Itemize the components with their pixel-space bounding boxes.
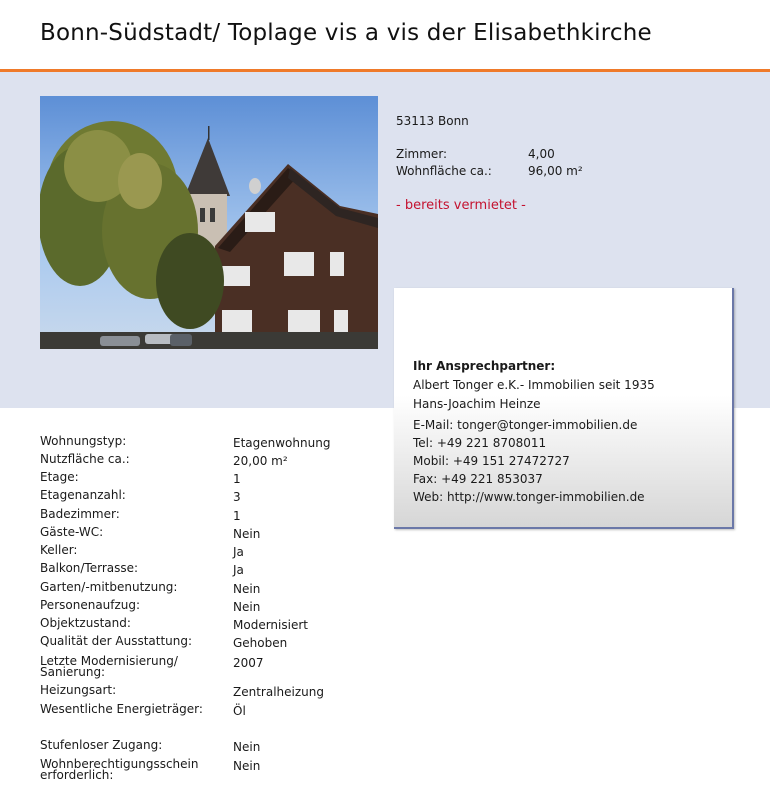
rental-status: - bereits vermietet - <box>396 198 526 213</box>
summary-value: 4,00 <box>528 147 555 161</box>
detail-value: Etagenwohnung <box>233 436 331 450</box>
contact-person: Hans-Joachim Heinze <box>413 397 541 411</box>
property-photo-image <box>40 96 378 349</box>
contact-phone: Tel: +49 221 8708011 <box>413 436 547 450</box>
contact-box <box>394 288 734 529</box>
contact-fax: Fax: +49 221 853037 <box>413 472 543 486</box>
detail-label: Objektzustand: <box>40 616 131 630</box>
detail-value: Modernisiert <box>233 618 308 632</box>
detail-label: Stufenloser Zugang: <box>40 738 163 752</box>
detail-value: Zentralheizung <box>233 685 324 699</box>
detail-label: Heizungsart: <box>40 683 117 697</box>
detail-label: Letzte Modernisierung/ Sanierung: <box>40 654 178 679</box>
contact-email[interactable]: E-Mail: tonger@tonger-immobilien.de <box>413 418 638 432</box>
detail-value: Nein <box>233 759 261 773</box>
detail-label: Keller: <box>40 543 78 557</box>
detail-label: Wohnberechtigungsschein erforderlich: <box>40 757 199 782</box>
summary-value: 96,00 m² <box>528 164 583 178</box>
detail-value: Öl <box>233 704 246 718</box>
detail-label: Badezimmer: <box>40 507 120 521</box>
detail-label: Wesentliche Energieträger: <box>40 702 203 716</box>
detail-label: Etagenanzahl: <box>40 488 126 502</box>
detail-label: Wohnungstyp: <box>40 434 127 448</box>
summary-label: Zimmer: <box>396 147 448 161</box>
detail-value: 2007 <box>233 656 264 670</box>
detail-value: 1 <box>233 509 241 523</box>
summary-row-rooms <box>396 147 555 161</box>
detail-label: Garten/-mitbenutzung: <box>40 580 178 594</box>
property-photo[interactable] <box>40 96 378 349</box>
detail-value: Nein <box>233 600 261 614</box>
address: 53113 Bonn <box>396 114 469 128</box>
detail-label: Personenaufzug: <box>40 598 141 612</box>
detail-value: 1 <box>233 472 241 486</box>
contact-mobile: Mobil: +49 151 27472727 <box>413 454 570 468</box>
detail-label: Balkon/Terrasse: <box>40 561 139 575</box>
detail-value: 3 <box>233 490 241 504</box>
page-title: Bonn-Südstadt/ Toplage vis a vis der Elisabethkirche <box>40 20 652 46</box>
contact-company: Albert Tonger e.K.- Immobilien seit 1935 <box>413 378 655 392</box>
summary-label: Wohnfläche ca.: <box>396 164 492 178</box>
contact-heading: Ihr Ansprechpartner: <box>413 359 556 373</box>
detail-value: Nein <box>233 740 261 754</box>
detail-label: Nutzfläche ca.: <box>40 452 130 466</box>
detail-value: Ja <box>233 545 244 559</box>
detail-label: Etage: <box>40 470 79 484</box>
detail-value: Nein <box>233 582 261 596</box>
page-header <box>0 0 770 70</box>
detail-label: Gäste-WC: <box>40 525 104 539</box>
detail-value: 20,00 m² <box>233 454 288 468</box>
contact-website[interactable]: Web: http://www.tonger-immobilien.de <box>413 490 645 504</box>
detail-label: Qualität der Ausstattung: <box>40 634 193 648</box>
detail-value: Nein <box>233 527 261 541</box>
detail-value: Gehoben <box>233 636 288 650</box>
detail-value: Ja <box>233 563 244 577</box>
summary-row-living-area <box>396 164 583 178</box>
